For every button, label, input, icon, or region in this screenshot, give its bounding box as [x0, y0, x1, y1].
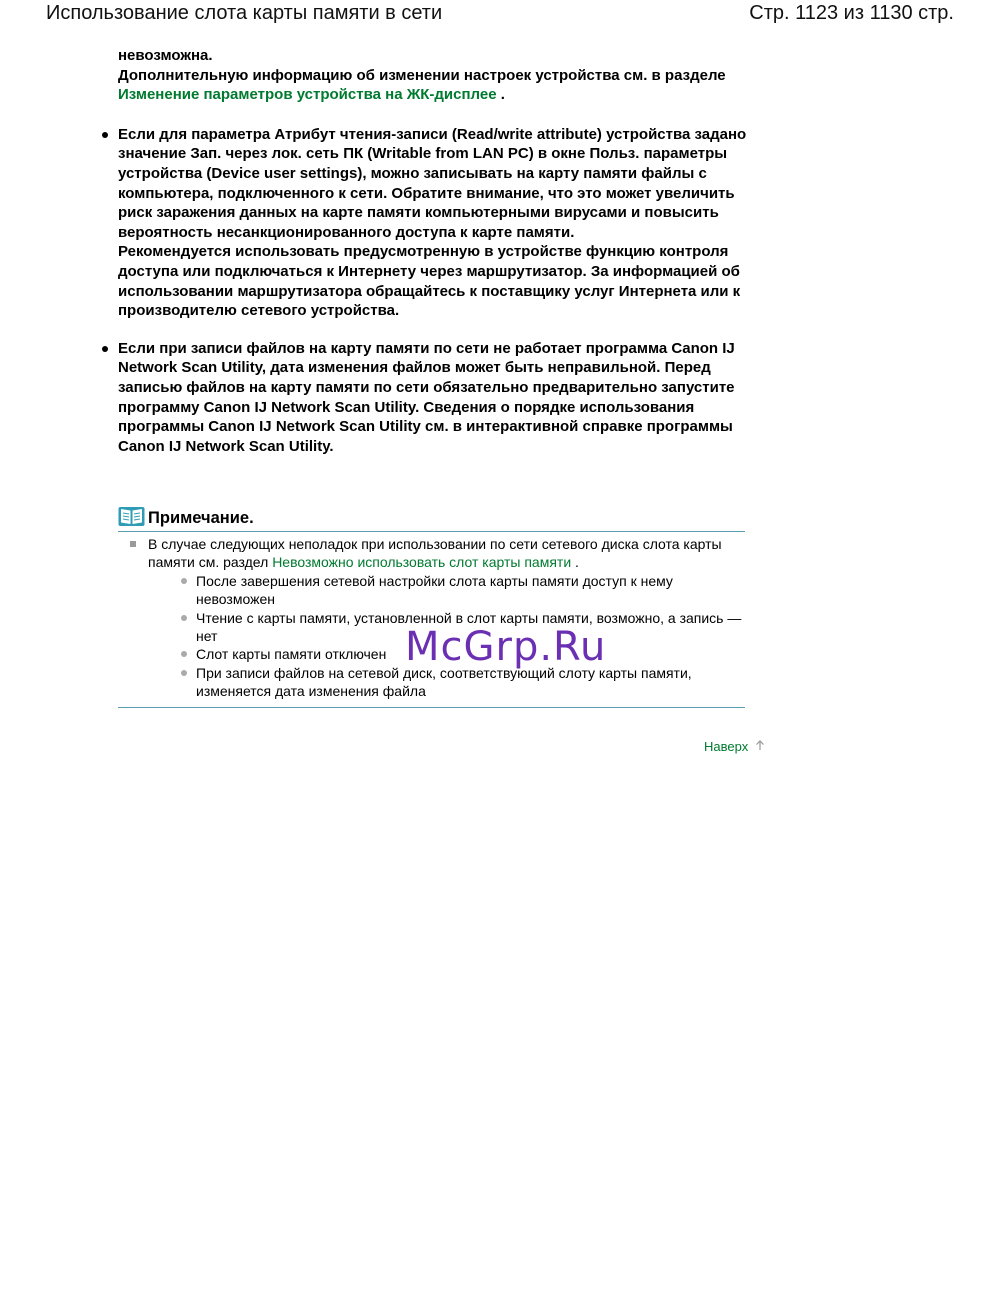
- note-bottom-divider: [118, 707, 745, 708]
- list-item: При записи файлов на сетевой диск, соответствующий слоту карты памяти, изменяется дата изменения файла: [196, 664, 745, 701]
- back-to-top-link[interactable]: [704, 739, 765, 754]
- lcd-settings-link[interactable]: Изменение параметров устройства на ЖК-дисплее: [118, 86, 497, 104]
- note-text: [148, 535, 745, 572]
- list-item-text: Если для параметра Атрибут чтения-записи (Read/write attribute) устройства задано значение Зап. через лок. сеть ПК (Writable from LAN PC) в окне Польз. параметры устройства (Device user settings), можно записывать на карту памяти файлы с компьютера, подключенного к сети. Обратите внимание, что это может увеличить риск заражения данных на карте памяти компьютерными вирусами и повысить вероятность несанкционированного доступа к карте памяти.: [118, 125, 747, 241]
- book-icon: [118, 506, 145, 532]
- watermark: McGrp.Ru: [405, 624, 607, 670]
- note-box: [118, 506, 745, 708]
- list-item-text: Если при записи файлов на карту памяти по сети не работает программа Canon IJ Network Scan Utility, дата изменения файлов может быть неправильной. Перед записью файлов на карту памяти по сети обязательно предварительно запустите программу Canon IJ Network Scan Utility. Сведения о порядке использования программы Canon IJ Network Scan Utility см. в интерактивной справке программы Canon IJ Network Scan Utility.: [118, 339, 735, 455]
- memory-slot-link[interactable]: Невозможно использовать слот карты памяти: [272, 554, 572, 571]
- list-item: Слот карты памяти отключен: [196, 645, 745, 663]
- list-item: После завершения сетевой настройки слота карты памяти доступ к нему невозможен: [196, 572, 745, 609]
- back-to-top-label: Наверх: [704, 739, 749, 754]
- list-item: Чтение с карты памяти, установленной в слот карты памяти, возможно, а запись — нет: [196, 609, 745, 646]
- list-item-text: Рекомендуется использовать предусмотренную в устройстве функцию контроля доступа или подключаться к Интернету через маршрутизатор. За информацией об использовании маршрутизатора обращайтесь к поставщику услуг Интернета или к производителю сетевого устройства.: [118, 243, 741, 320]
- main-content: [118, 46, 748, 456]
- intro-line: невозможна.: [118, 47, 213, 64]
- intro-text: Дополнительную информацию об изменении настроек устройства см. в разделе: [118, 66, 726, 84]
- intro-text-end: .: [496, 86, 505, 104]
- page-title: Использование слота карты памяти в сети: [46, 2, 443, 24]
- warning-list: [118, 125, 748, 457]
- list-item: [118, 339, 748, 457]
- square-bullet-icon: [130, 541, 136, 547]
- note-header: [118, 506, 745, 531]
- intro-paragraph: [118, 66, 748, 105]
- note-title: Примечание.: [148, 509, 254, 527]
- note-text-start: В случае следующих неполадок при использовании по сети сетевого диска слота карты памяти см. раздел: [148, 536, 722, 571]
- note-body: [118, 532, 745, 707]
- note-text-end: .: [571, 554, 579, 571]
- page-number: Стр. 1123 из 1130 стр.: [749, 2, 954, 24]
- arrow-up-icon: [755, 739, 765, 754]
- list-item: [118, 125, 748, 321]
